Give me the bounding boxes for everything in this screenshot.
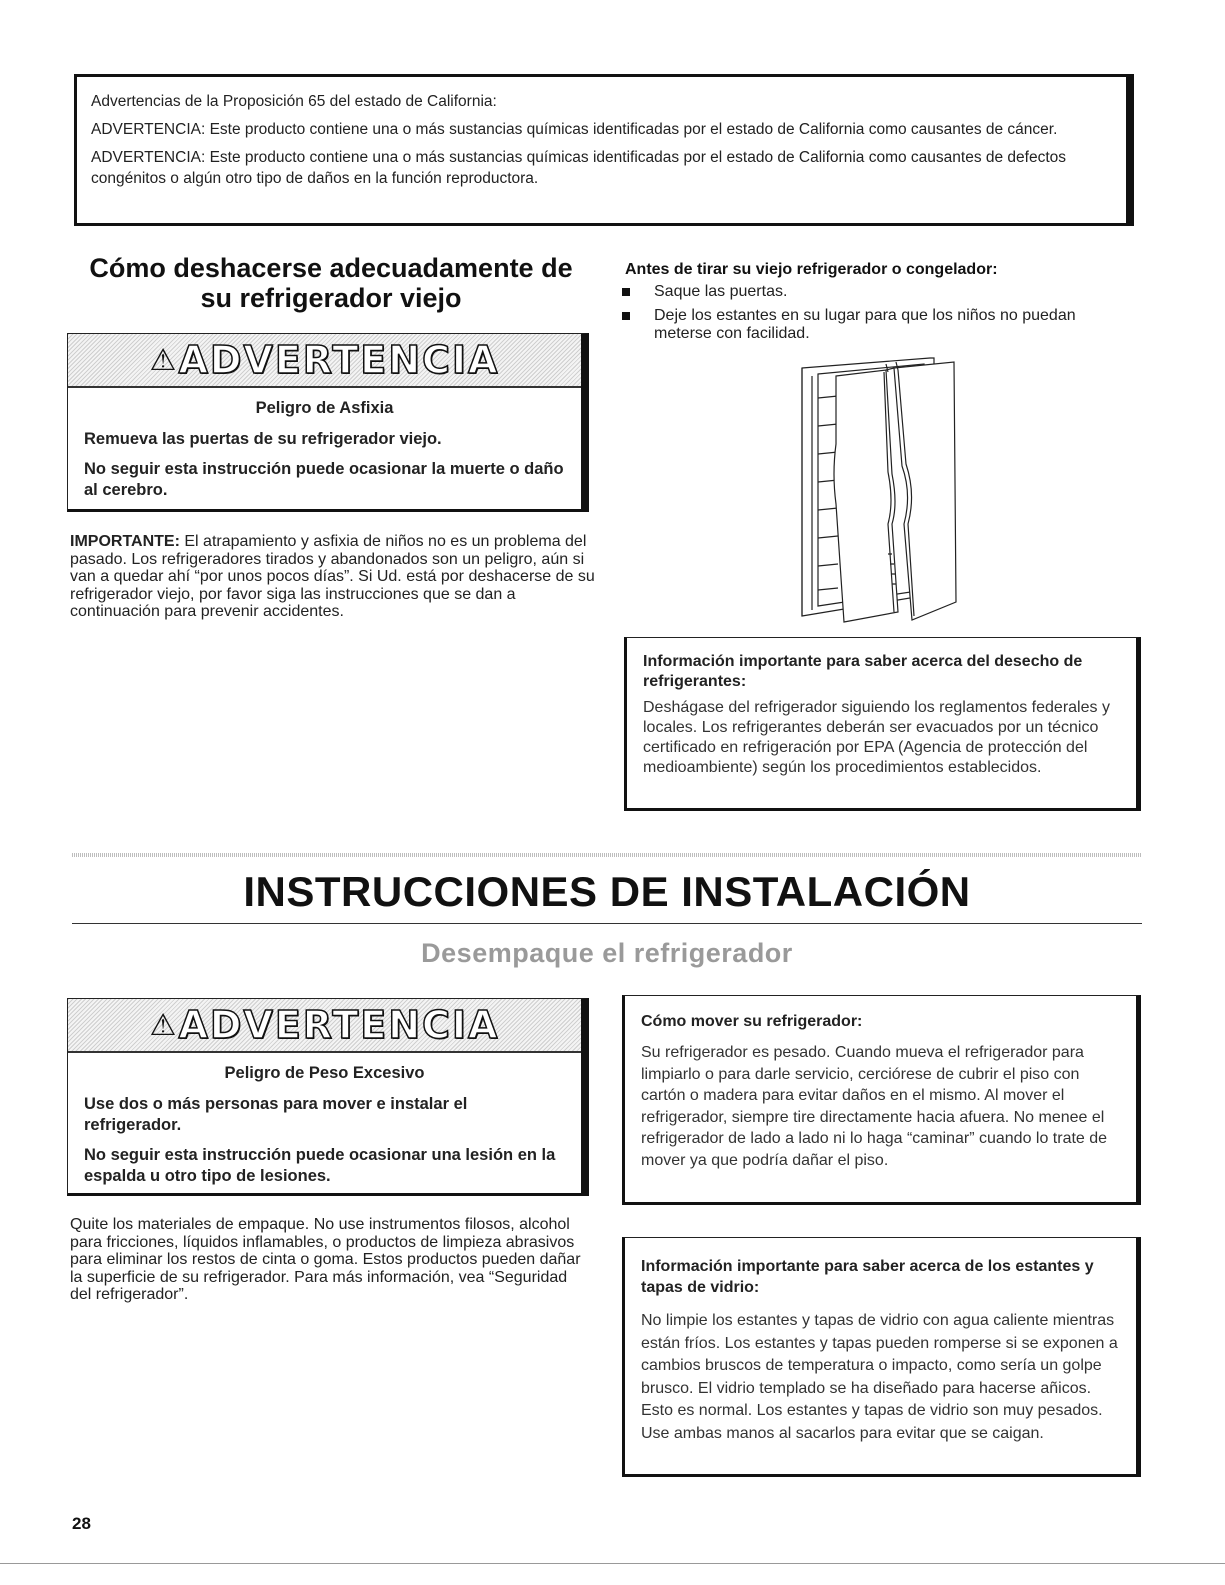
title-underline	[72, 923, 1142, 924]
warning-triangle-icon: ⚠	[149, 1008, 177, 1042]
important-label: IMPORTANTE:	[70, 533, 180, 550]
important-text: El atrapamiento y asfixia de niños no es un problema del pasado. Los refrigeradores tirados y abandonados son un peligro, aún si van a quedar ahí “por unos pocos días”. Si Ud. está por deshacerse de su refrigerador viejo, por favor siga las instrucciones que se dan a continuación para prevenir accidentes.	[70, 533, 595, 620]
warning-banner	[68, 334, 581, 388]
warning-consequence: No seguir esta instrucción puede ocasionar una lesión en la espalda u otro tipo de lesiones.	[84, 1146, 556, 1185]
square-bullet-icon	[622, 312, 630, 320]
warning-banner-label: ADVERTENCIA	[178, 338, 500, 382]
before-disposal-heading: Antes de tirar su viejo refrigerador o congelador:	[625, 261, 998, 278]
warning-instruction: Use dos o más personas para mover e instalar el refrigerador.	[84, 1095, 468, 1134]
moving-info-heading: Cómo mover su refrigerador:	[641, 1013, 863, 1030]
glass-info-text: No limpie los estantes y tapas de vidrio con agua caliente mientras están fríos. Los estantes y tapas pueden romperse si se exponen a cambios bruscos de temperatura o impacto, como sería un golpe brusco. El vidrio templado se ha diseñado para hacerse añicos. Esto es normal. Los estantes y tapas de vidrio son muy pesados. Use ambas manos al sacarlos para evitar que se caigan.	[641, 1312, 1118, 1442]
prop65-reproductive-warning: ADVERTENCIA: Este producto contiene una o más sustancias químicas identificadas por el estado de California como causantes de defectos congénitos o algún otro tipo de daños en la función reproductora.	[91, 149, 1067, 187]
list-item: Deje los estantes en su lugar para que los niños no puedan meterse con facilidad.	[622, 307, 1122, 343]
warning-instruction: Remueva las puertas de su refrigerador viejo.	[84, 430, 442, 448]
before-disposal-list	[622, 283, 1122, 349]
asphyxia-warning-box	[67, 333, 589, 512]
warning-consequence: No seguir esta instrucción puede ocasionar la muerte o daño al cerebro.	[84, 460, 564, 499]
installation-title: INSTRUCCIONES DE INSTALACIÓN	[243, 868, 971, 915]
list-item: Saque las puertas.	[622, 283, 1122, 301]
prop65-warning-box	[74, 74, 1134, 226]
unpack-paragraph: Quite los materiales de empaque. No use instrumentos filosos, alcohol para fricciones, líquidos inflamables, o productos de limpieza abrasivos para eliminar los restos de cinta o goma. Estos productos pueden dañar la superficie de su refrigerador. Para más información, vea “Seguridad del refrigerador”.	[70, 1216, 581, 1303]
hazard-name: Peligro de Asfixia	[255, 399, 394, 417]
page-number: 28	[72, 1514, 91, 1533]
square-bullet-icon	[622, 288, 630, 296]
warning-banner	[68, 999, 581, 1053]
page-bottom-rule	[0, 1563, 1225, 1564]
disposal-section-title: Cómo deshacerse adecuadamente de su refrigerador viejo	[89, 253, 573, 313]
warning-triangle-icon: ⚠	[149, 343, 177, 377]
warning-banner-label: ADVERTENCIA	[178, 1003, 500, 1047]
glass-shelves-info-box	[622, 1237, 1141, 1477]
glass-info-heading: Información importante para saber acerca de los estantes y tapas de vidrio:	[641, 1258, 1094, 1296]
refrigerant-info-text: Deshágase del refrigerador siguiendo los reglamentos federales y locales. Los refrigerantes deberán ser evacuados por un técnico certificado en refrigeración por EPA (Agencia de protección del medioambiente) según los procedimientos establecidos.	[643, 699, 1110, 776]
unpack-subtitle: Desempaque el refrigerador	[421, 938, 793, 968]
refrigerator-doors-removed-illustration	[788, 354, 968, 626]
prop65-cancer-warning: ADVERTENCIA: Este producto contiene una o más sustancias químicas identificadas por el estado de California como causantes de cáncer.	[91, 121, 1058, 138]
section-divider	[72, 853, 1142, 857]
refrigerant-info-heading: Información importante para saber acerca del desecho de refrigerantes:	[643, 653, 1083, 690]
hazard-name: Peligro de Peso Excesivo	[224, 1064, 425, 1082]
moving-info-box	[622, 995, 1141, 1205]
important-paragraph	[70, 533, 595, 621]
refrigerant-disposal-info-box	[624, 637, 1141, 811]
prop65-title: Advertencias de la Proposición 65 del estado de California:	[91, 93, 497, 110]
moving-info-text: Su refrigerador es pesado. Cuando mueva el refrigerador para limpiarlo o para darle servicio, cerciórese de cubrir el piso con cartón o madera para evitar daños en el mismo. Al mover el refrigerador, siempre tire directamente hacia afuera. No menee el refrigerador de lado a lado ni lo haga “caminar” cuando lo trate de mover ya que podría dañar el piso.	[641, 1044, 1108, 1169]
excess-weight-warning-box	[67, 998, 589, 1196]
